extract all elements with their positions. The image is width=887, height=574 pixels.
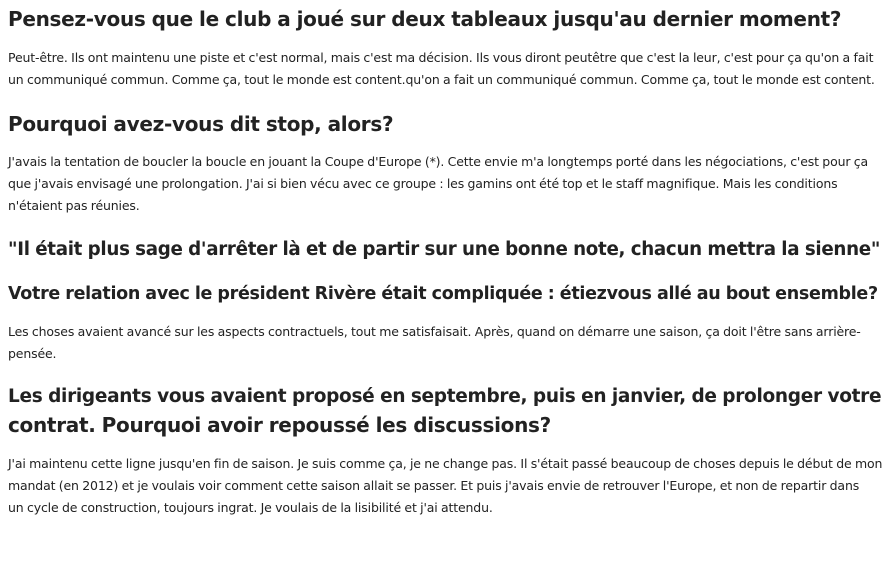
paragraph-line: Les choses avaient avancé sur les aspects contractuels, tout me satisfaisait. Après, quand on démarre une saison, ça doit l'être sans arrière- (8, 324, 861, 339)
answer-paragraph-why-stop (8, 151, 884, 217)
paragraph-line: n'étaient pas réunies. (8, 198, 140, 213)
answer-paragraph-club-two-tracks (8, 47, 884, 91)
heading-line: contrat. Pourquoi avoir repoussé les discussions? (8, 413, 551, 437)
question-heading-why-stop: Pourquoi avez-vous dit stop, alors? (8, 112, 394, 136)
paragraph-line: J'ai maintenu cette ligne jusqu'en fin de saison. Je suis comme ça, je ne change pas. Il s'était passé beaucoup de choses depuis le début de mon (8, 456, 883, 471)
paragraph-line: mandat (en 2012) et je voulais voir comment cette saison allait se passer. Et puis j'avais envie de retrouver l'Europe, et non de repartir dans (8, 478, 860, 493)
pull-quote: "Il était plus sage d'arrêter là et de partir sur une bonne note, chacun mettra la sienne" (8, 239, 881, 260)
paragraph-line: pensée. (8, 346, 57, 361)
answer-paragraph-contract-extension (8, 453, 884, 519)
answer-paragraph-president-relation (8, 321, 884, 365)
question-heading-president-relation: Votre relation avec le président Rivère était compliquée : étiezvous allé au bout ensemble? (8, 284, 878, 304)
paragraph-line: un cycle de construction, toujours ingrat. Je voulais de la lisibilité et j'ai attendu. (8, 500, 493, 515)
question-heading-club-two-tracks: Pensez-vous que le club a joué sur deux tableaux jusqu'au dernier moment? (8, 7, 842, 31)
interview-article (8, 0, 884, 519)
question-heading-contract-extension (8, 382, 884, 440)
paragraph-line: un communiqué commun. Comme ça, tout le monde est content.qu'on a fait un communiqué commun. Comme ça, tout le monde est content. (8, 72, 875, 87)
paragraph-line: Peut-être. Ils ont maintenu une piste et c'est normal, mais c'est ma décision. Ils vous diront peutêtre que c'est la leur, c'est pour ça qu'on a fait (8, 50, 874, 65)
paragraph-line: que j'avais envisagé une prolongation. J'ai si bien vécu avec ce groupe : les gamins ont été top et le staff magnifique. Mais les conditions (8, 176, 838, 191)
paragraph-line: J'avais la tentation de boucler la boucle en jouant la Coupe d'Europe (*). Cette envie m'a longtemps porté dans les négociations, c'est pour ça (8, 154, 868, 169)
heading-line: Les dirigeants vous avaient proposé en septembre, puis en janvier, de prolonger votre (8, 386, 882, 407)
